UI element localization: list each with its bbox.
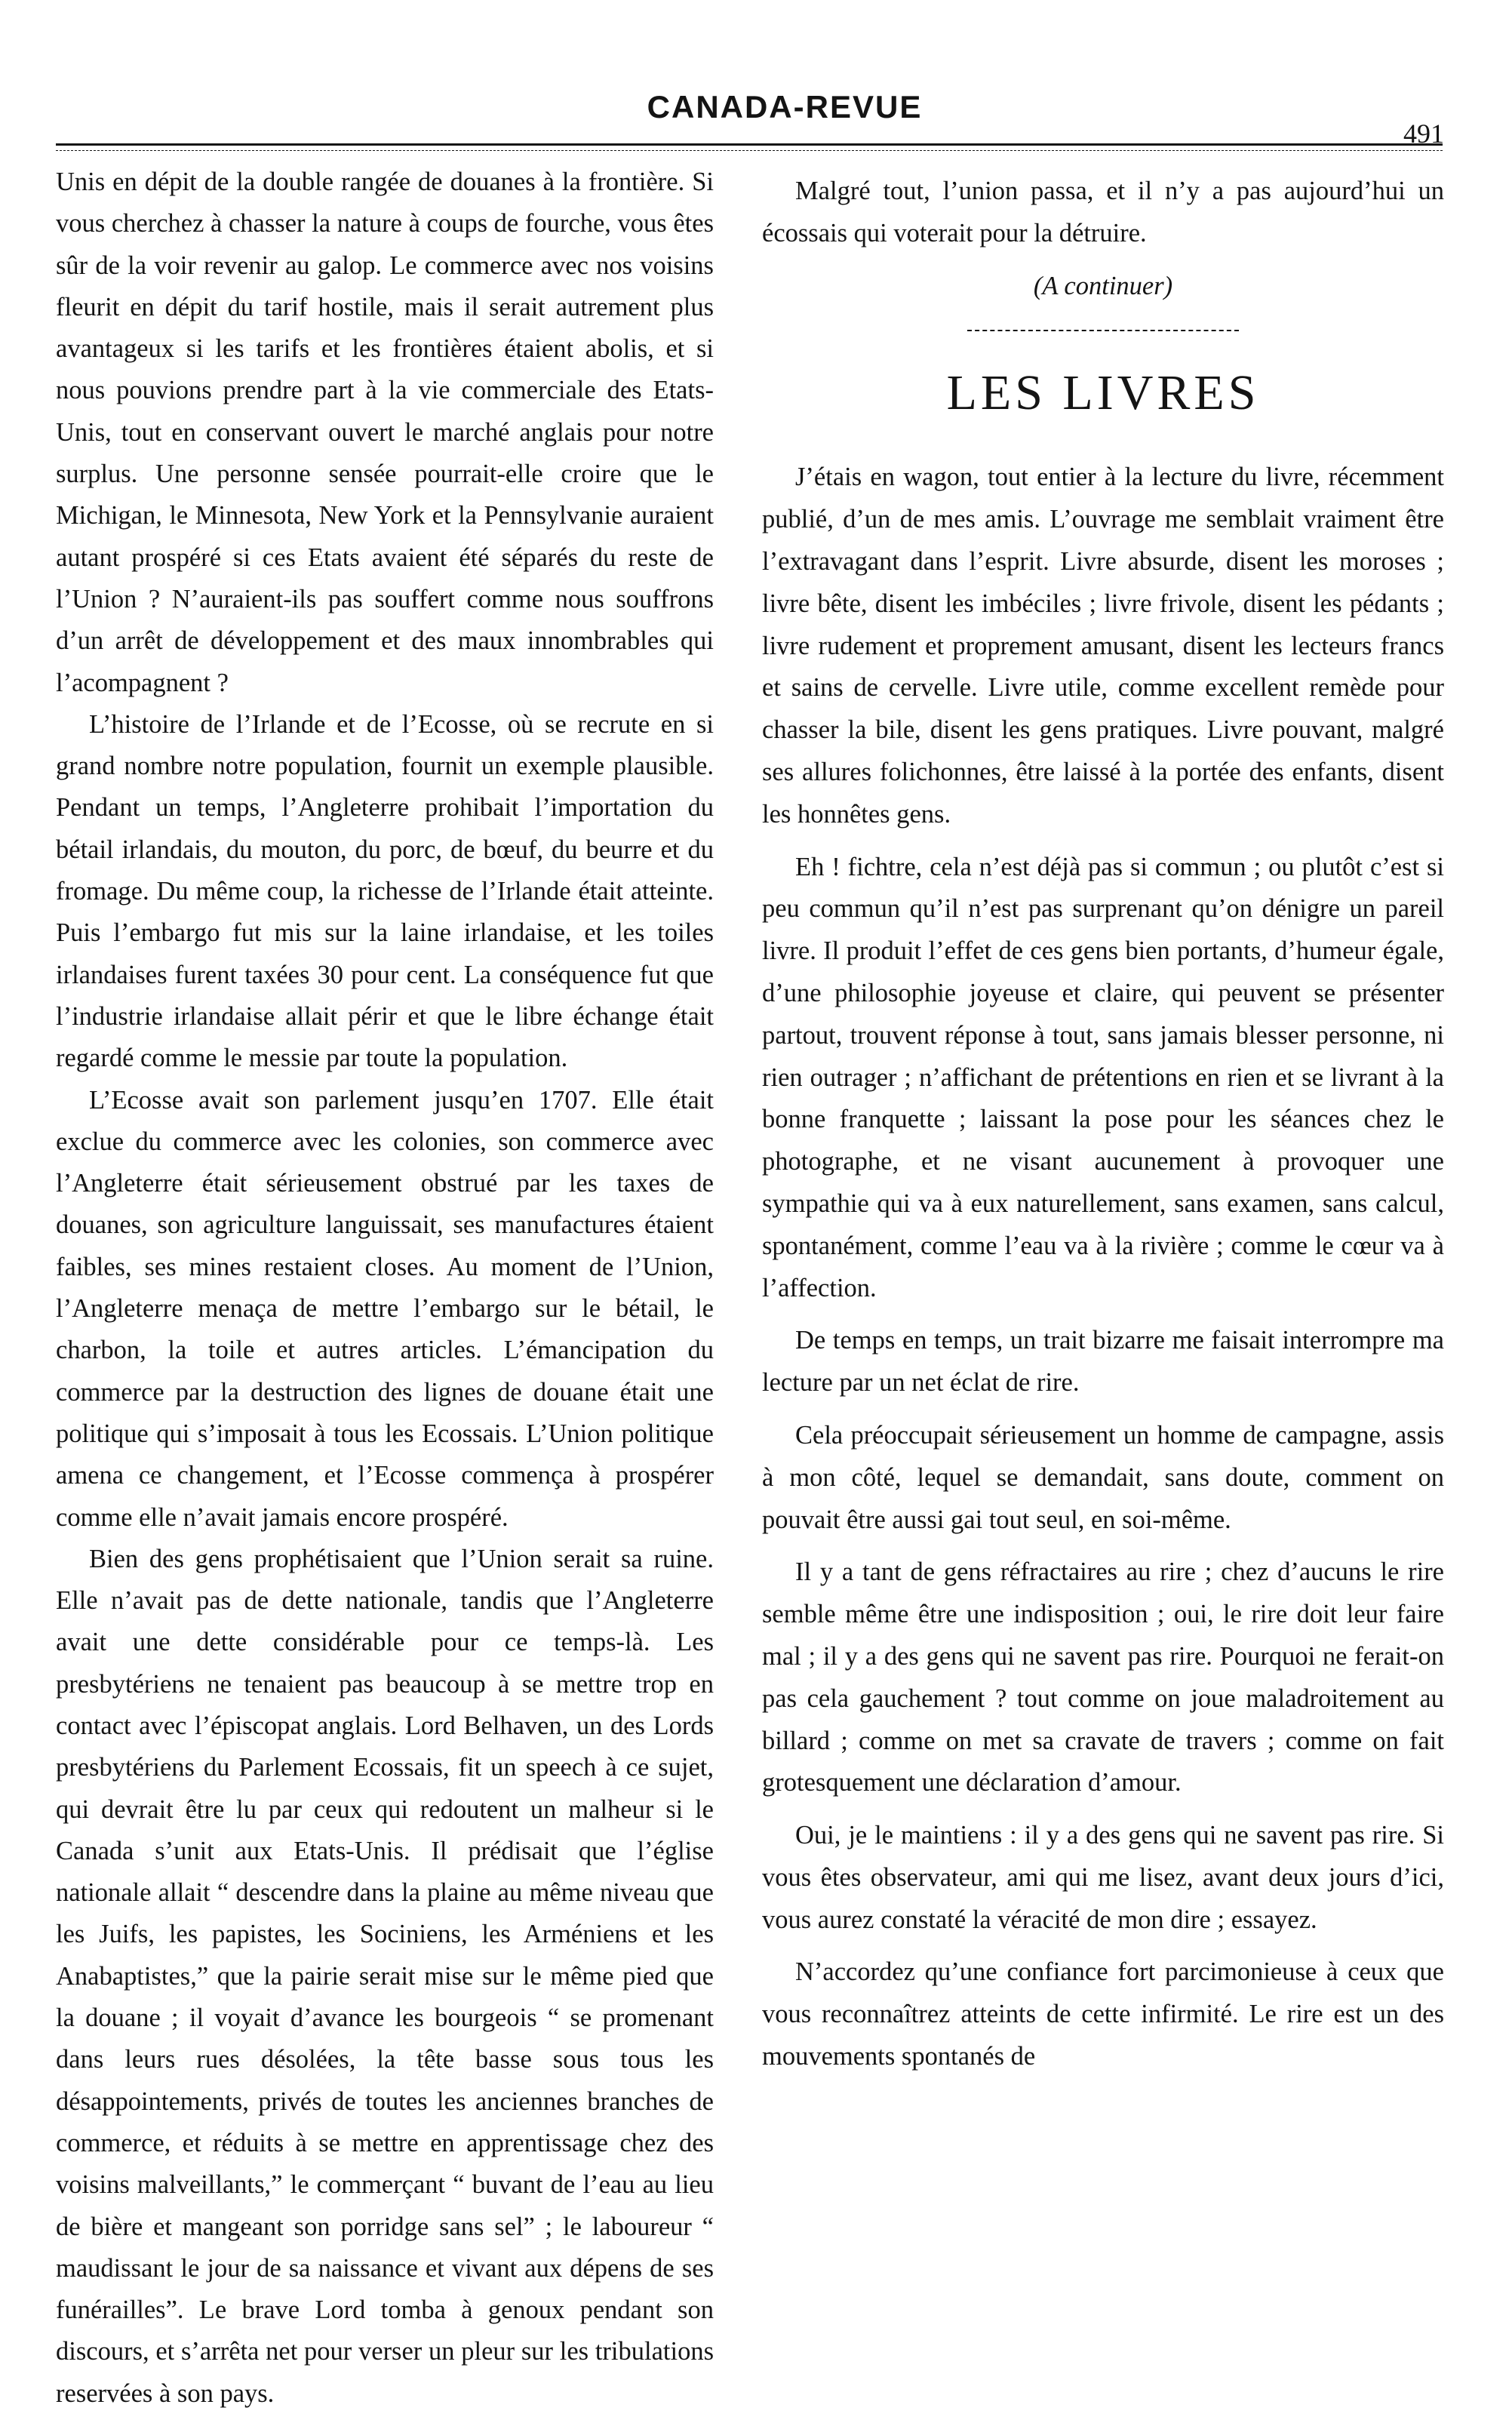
running-title: CANADA-REVUE bbox=[647, 89, 923, 125]
paragraph: Bien des gens prophétisaient que l’Union serait sa ruine. Elle n’avait pas de dette nationale, tandis que l’Angleterre avait une dette considérable pour ce temps-là. Les presbytériens ne tenaient pas beaucoup à se mettre trop en contact avec l’épiscopat anglais. Lord Belhaven, un des Lords presbytériens du Parlement Ecossais, fit un speech à ce sujet, qui devrait être lu par ceux qui redoutent un malheur si le Canada s’unit aux Etats-Unis. Il prédisait que l’église nationale allait “ descendre dans la plaine au même niveau que les Juifs, les papistes, les Sociniens, les Arméniens et les Anabaptistes,” que la pairie serait mise sur le même pied que la douane ; il voyait d’avance les bourgeois “ se promenant dans leurs rues désolées, la tête basse sous tous les désappointements, privés de toutes les anciennes branches de commerce, et réduits à se mettre en apprentissage chez des voisins malveillants,” le commerçant “ buvant de l’eau au lieu de bière et mangeant son porridge sans sel” ; le laboureur “ maudissant le jour de sa naissance et vivant aux dépens de ses funérailles”. Le brave Lord tomba à genoux pendant son discours, et s’arrêta net pour verser un pleur sur les tribulations reservées à son pays. bbox=[56, 1544, 714, 2408]
left-column bbox=[56, 161, 714, 2415]
header-rule-dashed bbox=[56, 150, 1443, 151]
paragraph: Unis en dépit de la double rangée de douanes à la frontière. Si vous cherchez à chasser la nature à coups de fourche, vous êtes sûr de la voir revenir au galop. Le commerce avec nos voisins fleurit en dépit du tarif hostile, mais il serait autrement plus avantageux si les tarifs et les frontières étaient abolis, et si nous pouvions prendre part à la vie commerciale des Etats-Unis, tout en conservant ouvert le marché anglais pour notre surplus. Une personne sensée pourrait-elle croire que le Michigan, le Minnesota, New York et la Pennsylvanie auraient autant prospéré si ces Etats avaient été séparés du reste de l’Union ? N’auraient-ils pas souffert comme nous souffrons d’un arrêt de développement et des maux innombrables qui l’acompagnent ? bbox=[56, 168, 714, 697]
paragraph: J’étais en wagon, tout entier à la lecture du livre, récemment publié, d’un de mes amis. L’ouvrage me semblait vraiment être l’extravagant dans l’esprit. Livre absurde, disent les moroses ; livre bête, disent les imbéciles ; livre frivole, disent les pédants ; livre rudement et proprement amusant, disent les lecteurs francs et sains de cervelle. Livre utile, comme excellent remède pour chasser la bile, disent les gens pratiques. Livre pouvant, malgré ses allures folichonnes, être laissé à la portée des enfants, disent les honnêtes gens. bbox=[762, 463, 1444, 829]
header-rule bbox=[56, 143, 1443, 146]
paragraph: Oui, je le maintiens : il y a des gens qui ne savent pas rire. Si vous êtes observateur, ami qui me lisez, avant deux jours d’ici, vous aurez constaté la véracité de mon dire ; essayez. bbox=[762, 1821, 1444, 1934]
signoff: (A continuer) bbox=[1033, 271, 1173, 300]
section-separator bbox=[967, 330, 1239, 331]
page-header bbox=[45, 89, 1467, 148]
paragraph: N’accordez qu’une confiance fort parcimonieuse à ceux que vous reconnaîtrez atteints de cette infirmité. Le rire est un des mouvements spontanés de bbox=[762, 1957, 1444, 2071]
paragraph: L’histoire de l’Irlande et de l’Ecosse, où se recrute en si grand nombre notre population, fournit un exemple plausible. Pendant un temps, l’Angleterre prohibait l’importation du bétail irlandais, du mouton, du porc, de bœuf, du beurre et du fromage. Du même coup, la richesse de l’Irlande était atteinte. Puis l’embargo fut mis sur la laine irlandaise, et les toiles irlandaises furent taxées 30 pour cent. La conséquence fut que l’industrie irlandaise allait périr et que le libre échange était regardé comme le messie par toute la population. bbox=[56, 709, 714, 1073]
intro-paragraph: Malgré tout, l’union passa, et il n’y a pas aujourd’hui un écossais qui voterait pour la détruire. bbox=[762, 177, 1444, 248]
section-title: LES LIVRES bbox=[946, 365, 1260, 421]
right-column bbox=[762, 171, 1444, 2089]
paragraph: De temps en temps, un trait bizarre me faisait interrompre ma lecture par un net éclat de rire. bbox=[762, 1326, 1444, 1398]
paragraph: Il y a tant de gens réfractaires au rire ; chez d’aucuns le rire semble même être une indisposition ; oui, le rire doit leur faire mal ; il y a des gens qui ne savent pas rire. Pourquoi ne ferait-on pas cela gauchement ? tout comme on joue maladroitement au billard ; comme on met sa cravate de travers ; comme on fait grotesquement une déclaration d’amour. bbox=[762, 1557, 1444, 1797]
paragraph: Cela préoccupait sérieusement un homme de campagne, assis à mon côté, lequel se demandait, sans doute, comment on pouvait être aussi gai tout seul, en soi-même. bbox=[762, 1420, 1444, 1534]
paragraph: L’Ecosse avait son parlement jusqu’en 1707. Elle était exclue du commerce avec les colonies, son commerce avec l’Angleterre était sérieusement obstrué par les taxes de douanes, son agriculture languissait, ses manufactures étaient faibles, ses mines restaient closes. Au moment de l’Union, l’Angleterre menaça de mettre l’embargo sur le bétail, le charbon, la toile et autres articles. L’émancipation du commerce par la destruction des lignes de douane était une politique qui s’imposait à tous les Ecossais. L’Union politique amena ce changement, et l’Ecosse commença à prospérer comme elle n’avait jamais encore prospéré. bbox=[56, 1085, 714, 1532]
paragraph: Eh ! fichtre, cela n’est déjà pas si commun ; ou plutôt c’est si peu commun qu’il n’est pas surprenant qu’on dénigre un pareil livre. Il produit l’effet de ces gens bien portants, d’humeur égale, d’une philosophie joyeuse et claire, qui peuvent se présenter partout, trouvent réponse à tout, sans jamais blesser personne, ni rien outrager ; n’affichant de prétentions en rien et se livrant à la bonne franquette ; laissant la pose pour les séances chez le photographe, et ne visant aucunement à provoquer une sympathie qui va à eux naturellement, sans examen, sans calcul, spontanément, comme l’eau va à la rivière ; comme le cœur va à l’affection. bbox=[762, 852, 1444, 1302]
page-number: 491 bbox=[1403, 118, 1444, 149]
